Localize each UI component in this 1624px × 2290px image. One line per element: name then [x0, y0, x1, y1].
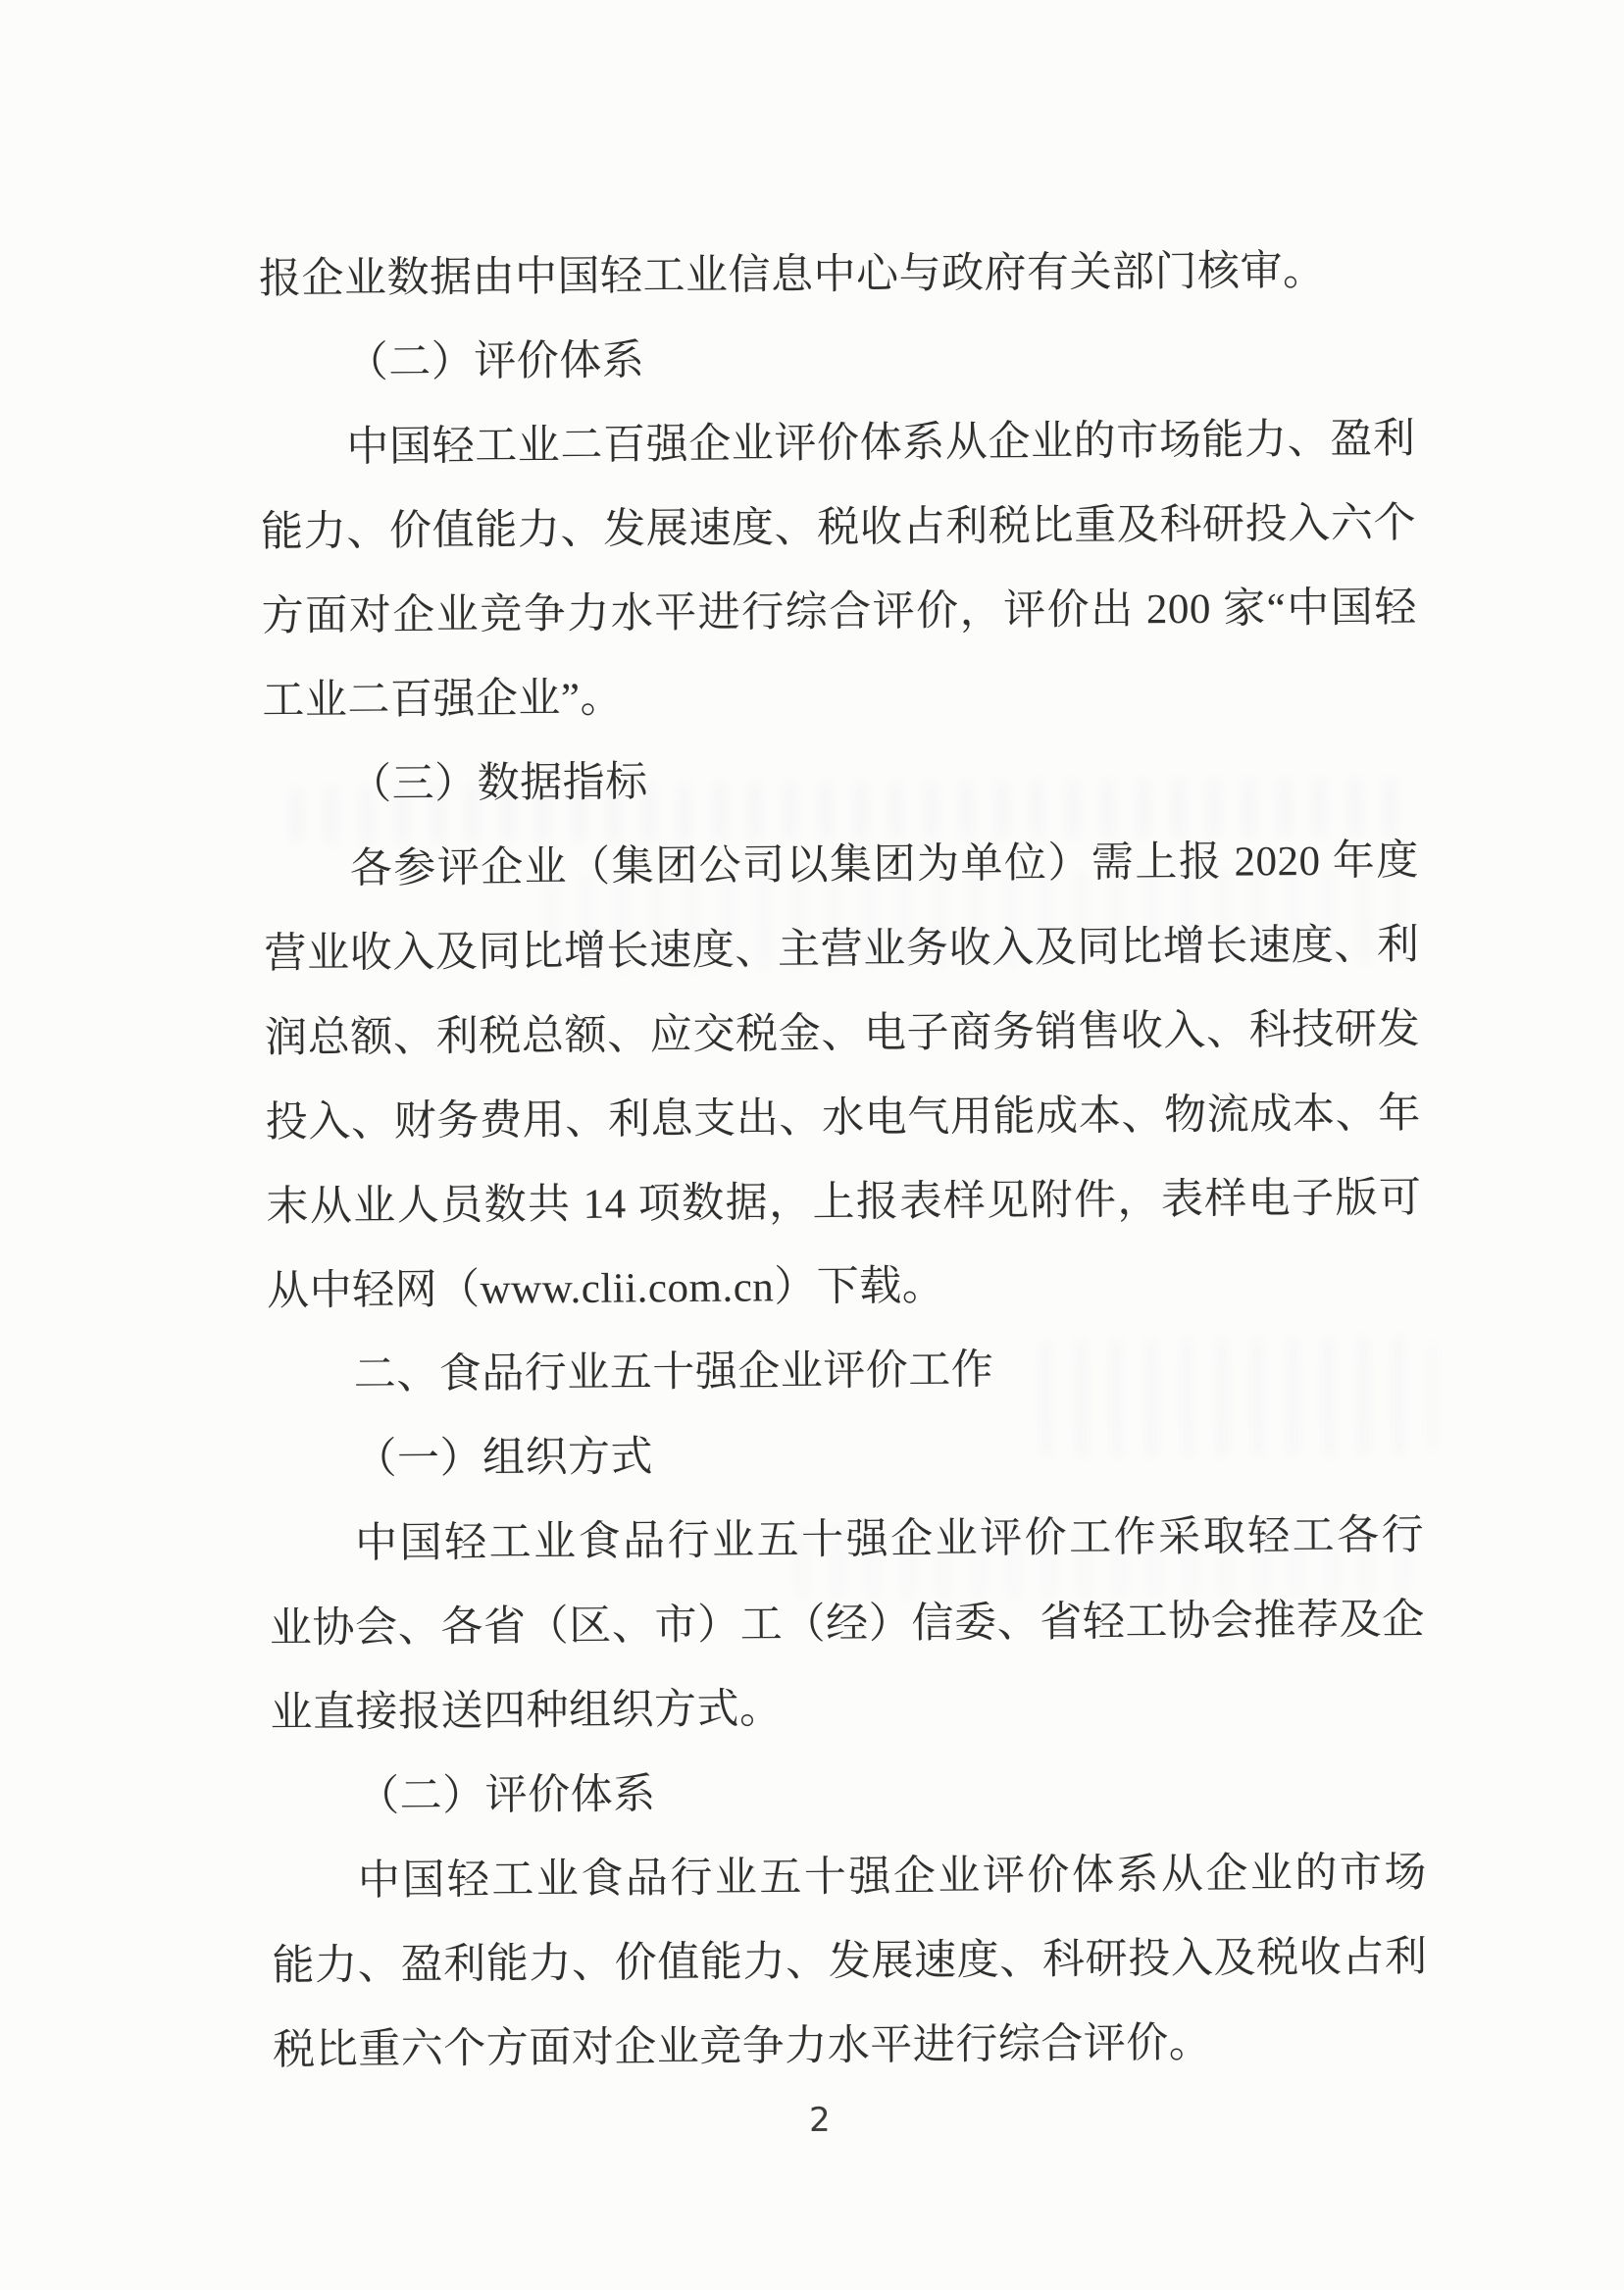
- text-line: 税比重六个方面对企业竞争力水平进行综合评价。: [273, 2019, 1212, 2074]
- text-line: 从中轻网（www.clii.com.cn）下载。: [266, 1262, 945, 1315]
- section-heading: （一）组织方式: [354, 1434, 654, 1483]
- text-line: 各参评企业（集团公司以集团为单位）需上报 2020 年度: [349, 838, 1419, 892]
- text-line: 方面对企业竞争力水平进行综合评价，评价出 200 家“中国轻: [261, 585, 1417, 640]
- text-line: 业直接报送四种组织方式。: [270, 1686, 783, 1737]
- section-heading: （二）评价体系: [345, 337, 645, 386]
- page-number: 2: [808, 2100, 831, 2141]
- text-line: 报企业数据由中国轻工业信息中心与政府有关部门核审。: [258, 247, 1326, 303]
- section-heading: （二）评价体系: [357, 1771, 656, 1820]
- text-line: 营业收入及同比增长速度、主营业务收入及同比增长速度、利: [264, 922, 1420, 978]
- text-line: 中国轻工业二百强企业评价体系从企业的市场能力、盈利: [346, 416, 1416, 471]
- text-block: [259, 243, 1429, 2108]
- section-heading: 二、食品行业五十强企业评价工作: [353, 1347, 994, 1399]
- text-line: 能力、盈利能力、价值能力、发展速度、科研投入及税收占利: [272, 1934, 1428, 1990]
- text-line: 投入、财务费用、利息支出、水电气用能成本、物流成本、年: [265, 1091, 1421, 1146]
- text-line: 业协会、各省（区、市）工（经）信委、省轻工协会推荐及企: [269, 1597, 1426, 1653]
- text-line: 中国轻工业食品行业五十强企业评价体系从企业的市场: [357, 1850, 1428, 1905]
- text-line: 末从业人员数共 14 项数据，上报表样见附件，表样电子版可: [266, 1175, 1422, 1231]
- section-heading: （三）数据指标: [348, 759, 648, 808]
- text-line: 润总额、利税总额、应交税金、电子商务销售收入、科技研发: [264, 1006, 1421, 1062]
- text-line: 中国轻工业食品行业五十强企业评价工作采取轻工各行: [354, 1512, 1425, 1567]
- text-line: 能力、价值能力、发展速度、税收占利税比重及科研投入六个: [260, 500, 1417, 556]
- text-line: 工业二百强企业”。: [262, 675, 624, 725]
